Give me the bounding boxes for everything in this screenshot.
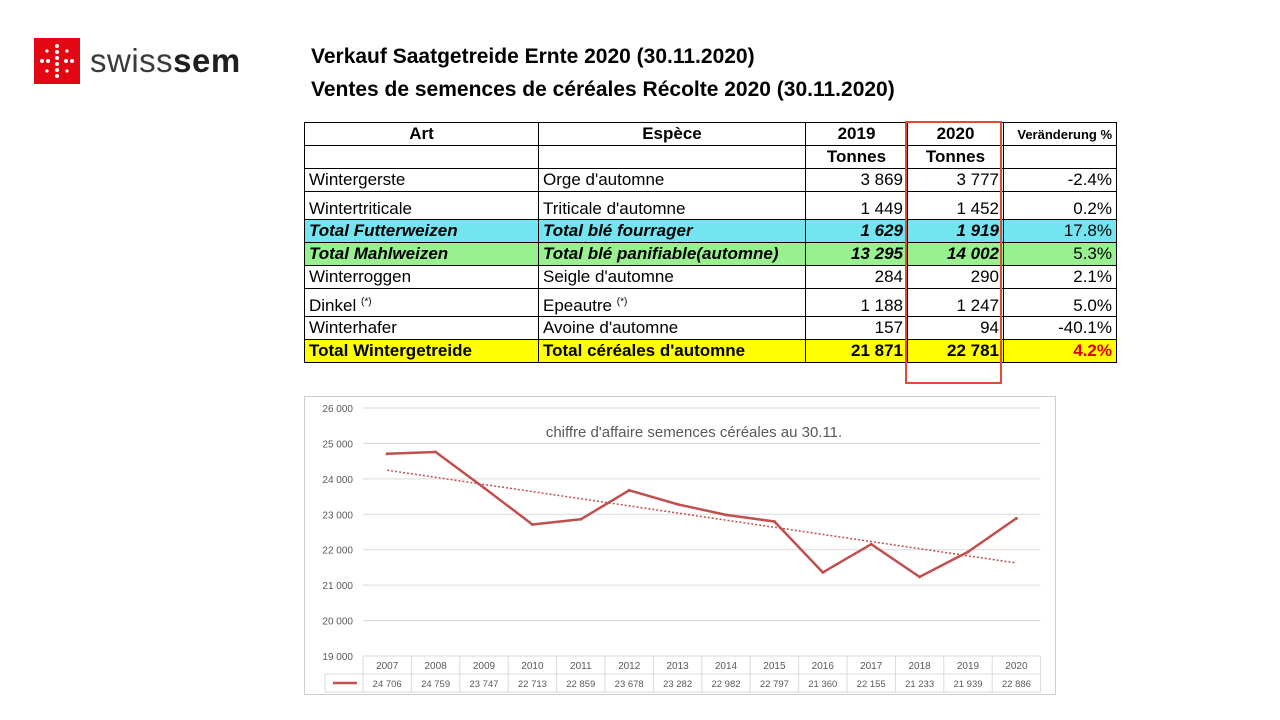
- table-row: [305, 220, 1117, 243]
- cell-art-text: Winterroggen: [309, 267, 412, 286]
- y-tick-label: 19 000: [322, 652, 353, 663]
- cell-art: [305, 266, 539, 289]
- data-point: [821, 571, 824, 574]
- cell-change-text: 4.2%: [1073, 341, 1112, 360]
- data-label: 22 886: [1001, 679, 1031, 690]
- table-row: [305, 266, 1117, 289]
- table-row: [305, 340, 1117, 363]
- x-tick-label: 2016: [811, 661, 834, 672]
- x-tick-label: 2017: [860, 661, 883, 672]
- data-point: [531, 523, 534, 526]
- cell-2019: [806, 220, 908, 243]
- cell-art: [305, 317, 539, 340]
- y-tick-label: 20 000: [322, 616, 353, 628]
- x-tick-label: 2011: [570, 661, 592, 672]
- data-label: 24 759: [421, 679, 451, 690]
- cell-espece: [539, 220, 806, 243]
- x-tick-label: 2018: [908, 661, 931, 672]
- cell-2020-text: 1 919: [956, 221, 999, 240]
- y-tick-label: 23 000: [322, 510, 353, 522]
- data-point: [579, 518, 582, 521]
- cell-art: [305, 192, 539, 220]
- unit-2019: Tonnes: [806, 146, 908, 169]
- data-label: 23 747: [469, 679, 499, 690]
- header-2019: 2019: [806, 123, 908, 146]
- cell-2019: [806, 266, 908, 289]
- logo-mark-icon: [34, 38, 80, 84]
- cell-art: [305, 243, 539, 266]
- x-tick-label: 2008: [424, 661, 447, 672]
- cell-espece-text: Orge d'automne: [543, 170, 665, 189]
- x-tick-label: 2010: [521, 661, 544, 672]
- data-label: 22 982: [711, 679, 741, 690]
- sales-chart: [304, 396, 1056, 695]
- cell-2020: [908, 192, 1004, 220]
- header-espece: Espèce: [539, 123, 806, 146]
- header-change: Veränderung %: [1004, 123, 1117, 146]
- cell-2019-text: 3 869: [860, 170, 903, 189]
- cell-espece-text: Epeautre: [543, 296, 612, 315]
- x-tick-label: 2013: [666, 661, 689, 672]
- data-point: [628, 489, 631, 492]
- cell-2019: [806, 317, 908, 340]
- data-label: 21 939: [953, 679, 983, 690]
- logo-text-light: swiss: [90, 42, 174, 79]
- cell-2020: [908, 169, 1004, 192]
- cell-espece-text: Total blé fourrager: [543, 221, 693, 240]
- data-point: [725, 513, 728, 516]
- y-tick-label: 26 000: [322, 404, 353, 415]
- cell-espece-text: Total céréales d'automne: [543, 341, 746, 360]
- logo-text-bold: sem: [173, 42, 241, 79]
- cell-espece-text: Avoine d'automne: [543, 318, 679, 337]
- cell-change-text: -2.4%: [1067, 170, 1112, 189]
- cell-change-text: 2.1%: [1073, 267, 1112, 286]
- cell-espece: [539, 169, 806, 192]
- cell-2019: [806, 192, 908, 220]
- data-point: [967, 550, 970, 553]
- sales-table: [304, 122, 1117, 363]
- table-row: [305, 243, 1117, 266]
- footnote-marker: (*): [360, 296, 372, 308]
- table-unit-row: [305, 146, 1117, 169]
- footnote-marker: (*): [616, 296, 628, 308]
- logo-text: [90, 42, 241, 80]
- cell-change: [1004, 317, 1117, 340]
- cell-2019: [806, 340, 908, 363]
- data-label: 24 706: [372, 679, 402, 690]
- cell-2020-text: 290: [970, 267, 999, 286]
- cell-2019-text: 13 295: [851, 244, 903, 263]
- cell-art: [305, 220, 539, 243]
- data-label: 22 155: [856, 679, 886, 690]
- cell-2020: [908, 289, 1004, 317]
- cell-change: [1004, 266, 1117, 289]
- table-row: [305, 169, 1117, 192]
- cell-art-text: Winterhafer: [309, 318, 397, 337]
- cell-espece: [539, 192, 806, 220]
- cell-change-text: 5.0%: [1073, 296, 1112, 315]
- cell-art: [305, 289, 539, 317]
- x-tick-label: 2014: [714, 661, 738, 672]
- cell-2019-text: 1 449: [860, 199, 903, 218]
- x-tick-label: 2020: [1005, 661, 1028, 672]
- unit-espece-empty: [539, 146, 806, 169]
- title-line-de: Verkauf Saatgetreide Ernte 2020 (30.11.2020): [311, 45, 755, 68]
- trendline: [387, 470, 1016, 563]
- data-label: 21 233: [905, 679, 935, 690]
- cell-espece-text: Seigle d'automne: [543, 267, 674, 286]
- cell-change: [1004, 169, 1117, 192]
- title-line-fr: Ventes de semences de céréales Récolte 2020 (30.11.2020): [311, 78, 895, 101]
- cell-2019-text: 284: [874, 267, 903, 286]
- cell-art-text: Dinkel: [309, 296, 357, 315]
- data-label: 22 713: [517, 679, 547, 690]
- cell-2019-text: 21 871: [851, 341, 903, 360]
- cell-espece: [539, 243, 806, 266]
- page-title: [311, 40, 895, 106]
- cell-2019-text: 1 188: [860, 296, 903, 315]
- y-tick-label: 24 000: [322, 474, 353, 486]
- x-tick-label: 2009: [472, 661, 496, 672]
- header-2020: 2020: [908, 123, 1004, 146]
- cell-change: [1004, 220, 1117, 243]
- cell-art-text: Total Wintergetreide: [309, 341, 472, 360]
- cell-espece-text: Total blé panifiable(automne): [543, 244, 779, 263]
- cell-2019: [806, 289, 908, 317]
- cell-2020-text: 14 002: [947, 244, 999, 263]
- x-tick-label: 2012: [618, 661, 641, 672]
- cell-art-text: Total Mahlweizen: [309, 244, 449, 263]
- cell-change-text: -40.1%: [1058, 318, 1112, 337]
- cell-2020-text: 1 247: [956, 296, 999, 315]
- cell-art-text: Wintergerste: [309, 170, 406, 189]
- data-point: [386, 452, 389, 455]
- cell-2019: [806, 169, 908, 192]
- cell-espece: [539, 317, 806, 340]
- x-tick-label: 2019: [956, 661, 980, 672]
- cell-change: [1004, 340, 1117, 363]
- y-tick-label: 21 000: [322, 581, 353, 593]
- cell-art: [305, 340, 539, 363]
- chart-svg: [305, 397, 1055, 694]
- cell-2019-text: 157: [874, 318, 903, 337]
- unit-art-empty: [305, 146, 539, 169]
- cell-change: [1004, 289, 1117, 317]
- cell-2020-text: 3 777: [956, 170, 999, 189]
- cell-2020: [908, 340, 1004, 363]
- data-point: [434, 450, 437, 453]
- y-tick-label: 25 000: [322, 439, 353, 451]
- data-label: 22 859: [566, 679, 596, 690]
- cell-change-text: 0.2%: [1073, 199, 1112, 218]
- cell-2019: [806, 243, 908, 266]
- data-point: [870, 543, 873, 546]
- cell-2020-text: 1 452: [956, 199, 999, 218]
- data-point: [918, 575, 921, 578]
- cell-2020: [908, 243, 1004, 266]
- table-row: [305, 317, 1117, 340]
- cell-espece-text: Triticale d'automne: [543, 199, 686, 218]
- cell-espece: [539, 340, 806, 363]
- header-art: Art: [305, 123, 539, 146]
- unit-change-empty: [1004, 146, 1117, 169]
- cell-2020: [908, 220, 1004, 243]
- cell-2020-text: 94: [980, 318, 999, 337]
- data-label: 23 282: [663, 679, 693, 690]
- y-tick-label: 22 000: [322, 545, 353, 557]
- cell-art-text: Total Futterweizen: [309, 221, 458, 240]
- data-label: 21 360: [808, 679, 838, 690]
- cell-change: [1004, 192, 1117, 220]
- data-label: 22 797: [759, 679, 789, 690]
- cell-2020-text: 22 781: [947, 341, 999, 360]
- data-point: [1015, 517, 1018, 520]
- x-tick-label: 2015: [763, 661, 786, 672]
- table-row: [305, 192, 1117, 220]
- unit-2020: Tonnes: [908, 146, 1004, 169]
- cell-espece: [539, 289, 806, 317]
- table-row: [305, 289, 1117, 317]
- cell-2020: [908, 266, 1004, 289]
- table-header-row: [305, 123, 1117, 146]
- swisssem-logo: [34, 38, 241, 84]
- cell-espece: [539, 266, 806, 289]
- cell-2020: [908, 317, 1004, 340]
- cell-change-text: 5.3%: [1073, 244, 1112, 263]
- cell-art: [305, 169, 539, 192]
- data-label: 23 678: [614, 679, 644, 690]
- data-point: [773, 520, 776, 523]
- data-point: [676, 503, 679, 506]
- cell-art-text: Wintertriticale: [309, 199, 412, 218]
- cell-2019-text: 1 629: [860, 221, 903, 240]
- x-tick-label: 2007: [376, 661, 399, 672]
- cell-change: [1004, 243, 1117, 266]
- data-point: [483, 486, 486, 489]
- chart-title: chiffre d'affaire semences céréales au 30.11.: [545, 424, 843, 441]
- cell-change-text: 17.8%: [1063, 221, 1112, 240]
